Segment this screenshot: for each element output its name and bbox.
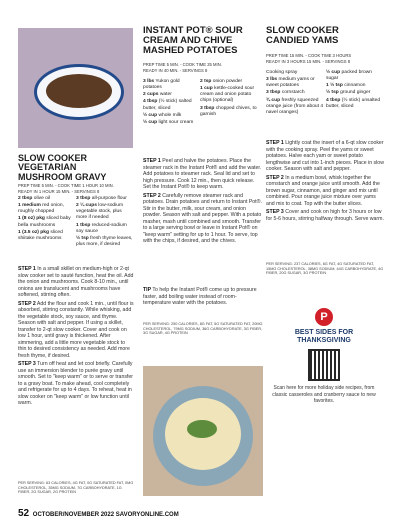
ingredient-item (326, 98, 384, 110)
chive-garnish (187, 420, 217, 438)
ingredient-quantity: 2 tsp (200, 79, 212, 84)
step-label: STEP 3 (266, 209, 284, 215)
ingredient-quantity: ¾ cup (266, 97, 281, 103)
ingredient-item (200, 106, 262, 118)
ingredient-text: water (158, 92, 172, 98)
ingredient-quantity: 3 lbs (266, 77, 278, 83)
recipe1-ingredients-left (18, 196, 74, 243)
recipe2-title: INSTANT POT® SOUR CREAM AND CHIVE MASHED POTATOES (143, 25, 243, 56)
ingredient-quantity: 1 (3.5 oz) pkg (18, 229, 49, 235)
recipe3-title: SLOW COOKER CANDIED YAMS (266, 25, 339, 46)
ingredient-text: kettle-cooked sour cream and onion potato chips (optional) (200, 86, 255, 104)
ingredient-item (266, 90, 324, 96)
ingredient-item (266, 70, 324, 76)
recipe2-meta-line: PREP TIME 5 MIN. - COOK TIME 25 MIN. (143, 62, 222, 67)
step-text: Cover and cook on high for 3 hours or low for 5-6 hours, stirring halfway through. Serve warm. (266, 209, 384, 222)
recipe3-ingredients-left (266, 70, 324, 117)
recipe3-meta-line: PREP TIME 15 MIN. - COOK TIME 3 HOURS (266, 53, 352, 58)
ingredient-text: ground ginger (338, 90, 371, 96)
step-label: STEP 2 (266, 174, 284, 181)
ingredient-item (200, 86, 262, 104)
step-label: STEP 2 (18, 300, 36, 307)
recipe1-steps (18, 266, 134, 409)
ingredient-quantity: ½ cup (143, 119, 158, 125)
step-label: STEP 2 (143, 192, 161, 199)
ingredient-item (143, 120, 198, 126)
promo-title: BEST SIDES FOR THANKSGIVING (294, 329, 354, 344)
ingredient-quantity: 1 cup (200, 86, 213, 92)
gravy-fill (46, 74, 112, 108)
recipe1-nutrition: PER SERVING: 63 CALORIES, 4G FAT, 0G SATURATED FAT, 0MG CHOLESTEROL, 35MG SODIUM, 7G CARBOHYDRATE, 1G FIBER, 2G SUGAR, 2G PROTEIN (18, 481, 134, 495)
ingredient-text: freshly squeezed orange juice (from about 4 navel oranges) (266, 97, 324, 115)
ingredient-text: all-purpose flour (90, 196, 127, 201)
ingredient-item (143, 79, 198, 91)
recipe1-meta (18, 183, 133, 194)
ingredient-text: reduced-sodium soy sauce (76, 222, 127, 234)
ingredient-quantity: 2 tbsp (18, 196, 33, 201)
ingredient-quantity: 1 ½ tsp (326, 83, 343, 89)
step-label: STEP 1 (266, 140, 284, 146)
ingredient-text: chopped chives, to garnish (200, 105, 257, 117)
ingredient-item (76, 203, 134, 221)
ingredient-quantity: 3 tbsp (76, 196, 91, 201)
step-text: Carefully remove steamer rack and potatoes. Drain potatoes and return to Instant Pot®. Stir in the butter, milk, sour cream, and onion powder. Season with salt and pepper. With a potato masher, mash until combined and smooth. Transfer to a large serving bowl or leave in Instant Pot® on "keep warm" setting for up to 1 hour. To serve, top with the chips, if desired, and the chives. (143, 192, 262, 244)
ingredient-quantity: 2 cups (143, 92, 159, 98)
ingredient-quantity: 1 medium (18, 203, 41, 209)
ingredient-quantity: 3 tbsp (200, 105, 215, 111)
ingredient-text: onion powder (211, 79, 243, 84)
ingredient-item (18, 216, 74, 228)
recipe3-meta (266, 53, 384, 64)
ingredient-quantity: ½ cup (326, 70, 341, 75)
step-label: STEP 3 (18, 361, 36, 367)
ingredient-quantity: 1 tbsp (76, 222, 91, 228)
step-text: In a medium bowl, whisk together the cornstarch and orange juice until smooth. Add the brown sugar, cinnamon, and ginger and mix until combined. Pour orange juice mixture over yams and mix to coat. Top with the butter slices. (266, 174, 380, 207)
ingredient-quantity: ½ tsp (326, 90, 339, 96)
step-text: Peel and halve the potatoes. Place the steamer rack in the Instant Pot® and add the water. Add potatoes to steamer rack. Seal lid and set to high pressure. Cook 12 min., then quick release. Set the Instant Pot® to keep warm. (143, 158, 262, 190)
ingredient-item (266, 98, 324, 116)
ingredient-text: light sour cream (157, 119, 194, 125)
recipe2-meta (143, 62, 263, 73)
footer-text: OCTOBER/NOVEMBER 2022 SAVORYONLINE.COM (32, 512, 179, 518)
ingredient-quantity: 4 tbsp (326, 97, 341, 103)
ingredient-item (76, 196, 134, 202)
recipe3-nutrition: PER SERVING: 237 CALORIES, 6G FAT, 4G SATURATED FAT, 15MG CHOLESTEROL, 38MG SODIUM, 44G CARBOHYDRATE, 4G FIBER, 20G SUGAR, 3G PROTEIN (266, 262, 384, 276)
recipe1-ingredients-right (76, 196, 134, 249)
ingredient-text: low-sodium vegetable stock, plus more if needed (76, 203, 124, 221)
recipe2-ingredients-right (200, 79, 262, 119)
page-footer (18, 508, 179, 519)
step-text: Turn off heat and let cool briefly. Carefully use an immersion blender to purée gravy until smooth. Set to "keep warm" or to serve or transfer to a gravy boat. To make ahead, cool completely and refrigerate for up to 4 days. To reheat, heat in slow cooker on "keep warm" or low function until warm. (18, 361, 133, 406)
qr-code-icon[interactable] (308, 349, 340, 381)
tip-label: TIP (143, 287, 152, 293)
recipe1-meta-line: PREP TIME 5 MIN. - COOK TIME 1 HOUR 10 MIN. (18, 183, 114, 188)
ingredient-item (18, 203, 74, 215)
page-number: 52 (18, 508, 30, 519)
ingredient-text: cornstarch (280, 90, 305, 96)
recipe-step (266, 209, 384, 222)
ingredient-item (200, 79, 262, 85)
recipe2-tip (143, 287, 263, 307)
pinterest-icon: P (315, 308, 333, 326)
thanksgiving-promo[interactable] (268, 308, 380, 418)
ingredient-item (143, 99, 198, 111)
step-text: Add the flour and cook 1 min., until flour is absorbed, stirring constantly. While whisking, add the vegetable stock, soy sauce, and thyme. Season with salt and pepper. If using a skillet, transfer to 2-qt slow cooker. Cover and cook on low 1 hour, until gravy is thickened. After simmering, add a little more vegetable stock to thin to desired consistency as needed. Add more fresh thyme, if desired. (18, 300, 134, 359)
recipe2-meta-line: READY IN 40 MIN. - SERVINGS 8 (143, 67, 208, 73)
ingredient-text: packed brown sugar (326, 70, 372, 82)
ingredient-item (18, 230, 74, 242)
tip-text: To help the Instant Pot® come up to pressure faster, add boiling water instead of room-temperature water with the potatoes. (143, 287, 257, 306)
mashed-potatoes-photo (143, 366, 263, 496)
promo-text: Scan here for more holiday side recipes, from classic casseroles and cranberry sauce to new favorites. (272, 385, 376, 404)
ingredient-text: olive oil (32, 196, 51, 201)
ingredient-quantity: 1 (8 oz) pkg (18, 216, 45, 222)
gravy-photo (18, 28, 133, 148)
recipe2-ingredients-left (143, 79, 198, 127)
ingredient-text: (½ stick) unsalted butter, sliced (326, 97, 381, 109)
ingredient-quantity: 4 tbsp (143, 99, 158, 105)
ingredient-quantity: 3 tbsp (266, 90, 281, 96)
ingredient-text: medium yams or sweet potatoes (266, 77, 315, 89)
ingredient-text: red onion, roughly chopped (18, 203, 64, 215)
recipe1-meta-line: READY IN 1 HOUR 15 MIN. - SERVINGS 8 (18, 188, 100, 194)
ingredient-text: cinnamon (342, 83, 366, 89)
ingredient-text: fresh thyme leaves, plus more, if desired (76, 235, 133, 247)
recipe3-ingredients-right (326, 70, 384, 111)
recipe-step (143, 158, 263, 191)
ingredient-text: (½ stick) salted butter, sliced (143, 99, 192, 111)
ingredient-item (326, 83, 384, 89)
ingredient-text: sliced baby bella mushrooms (18, 216, 71, 228)
recipe3-steps (266, 140, 384, 224)
ingredient-item (76, 223, 134, 235)
step-text: In a small skillet on medium-high or 2-qt slow cooker set to sauté function, heat the oil. Add the onion and mushrooms. Cook 8-10 min., until onions are translucent and mushrooms have softened, stirring often. (18, 266, 134, 298)
recipe-step (18, 361, 134, 407)
ingredient-quantity: ½ cup (143, 112, 158, 118)
recipe1-title: SLOW COOKER VEGETARIAN MUSHROOM GRAVY (18, 153, 107, 182)
recipe-step (266, 175, 384, 208)
recipe3-meta-line: READY IN 3 HOURS 15 MIN. - SERVINGS 8 (266, 58, 351, 64)
recipe-step (143, 193, 263, 245)
recipe-step (18, 301, 134, 360)
ingredient-item (326, 90, 384, 96)
ingredient-text: Cooking spray (266, 70, 298, 75)
recipe2-steps (143, 158, 263, 247)
ingredient-item (76, 236, 134, 248)
step-label: STEP 1 (18, 266, 36, 272)
recipe2-nutrition: PER SERVING: 250 CALORIES, 8G FAT, 5G SATURATED FAT, 20MG CHOLESTEROL, 79MG SODIUM, 36G CARBOHYDRATE, 3G FIBER, 3G SUGAR, 4G PROTEIN (143, 322, 263, 336)
ingredient-item (143, 113, 198, 119)
recipe-step (266, 140, 384, 173)
ingredient-quantity: 2 ¼ cups (76, 203, 97, 209)
ingredient-quantity: 3 lbs (143, 79, 155, 84)
ingredient-text: Yukon gold potatoes (143, 79, 180, 91)
ingredient-item (266, 77, 324, 89)
ingredient-item (143, 92, 198, 98)
ingredient-text: sliced shiitake mushrooms (18, 229, 63, 241)
ingredient-text: whole milk (157, 112, 182, 118)
step-label: STEP 1 (143, 158, 161, 164)
step-text: Lightly coat the insert of a 6-qt slow cooker with the cooking spray. Peel the yams or sweet potatoes. Halve each yam or sweet potato lengthwise and cut into 1-inch pieces. Place in slow cooker. Season with salt and pepper. (266, 140, 384, 172)
ingredient-item (326, 70, 384, 82)
ingredient-item (18, 196, 74, 202)
recipe-step (18, 266, 134, 299)
ingredient-quantity: ½ tsp (76, 235, 89, 241)
